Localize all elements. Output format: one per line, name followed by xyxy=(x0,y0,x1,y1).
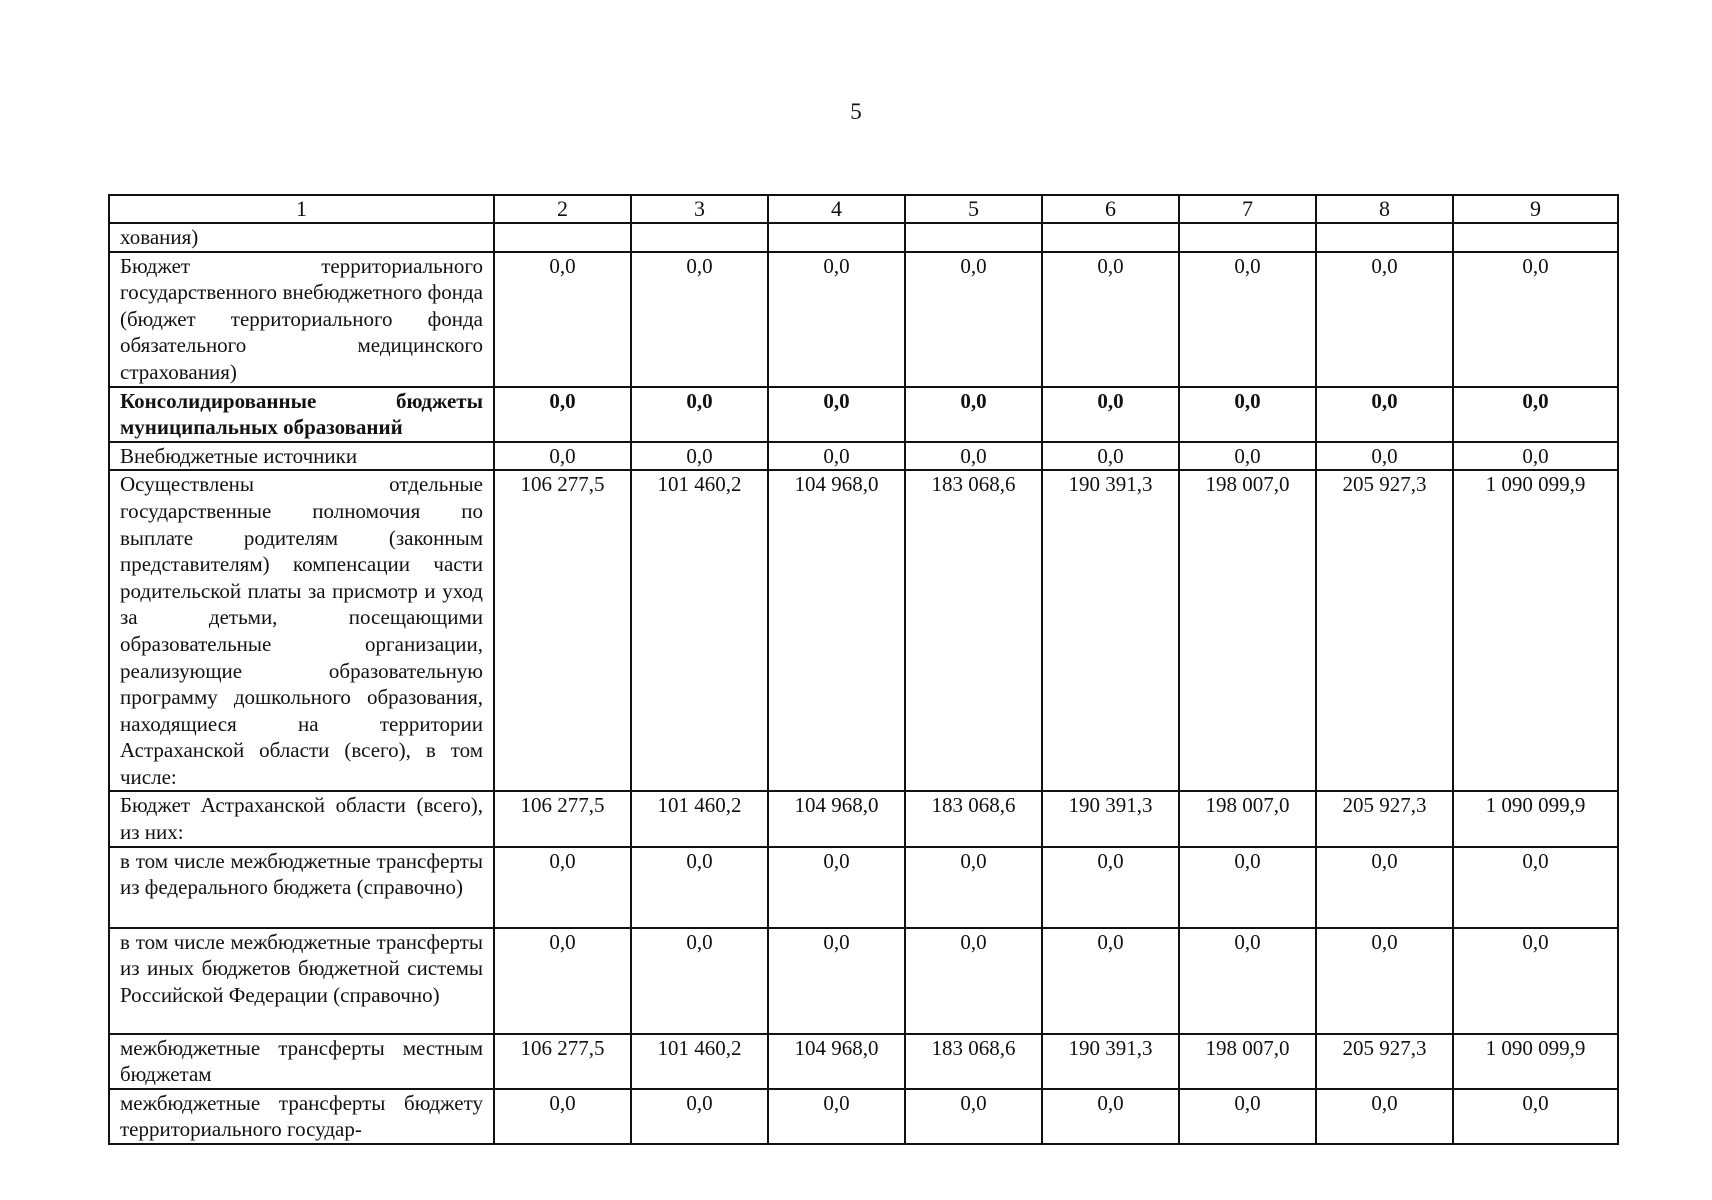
table-cell: 0,0 xyxy=(905,442,1042,471)
table-cell: 0,0 xyxy=(494,847,631,928)
table-cell: 104 968,0 xyxy=(768,791,905,846)
table-cell: 0,0 xyxy=(768,442,905,471)
budget-table xyxy=(108,194,1619,1145)
table-cell: 0,0 xyxy=(1179,1089,1316,1144)
table-cell: 0,0 xyxy=(1453,847,1618,928)
row-label: Консолидированные бюджеты муниципальных образований xyxy=(109,387,494,442)
table-cell xyxy=(1179,223,1316,252)
table-cell: 106 277,5 xyxy=(494,791,631,846)
row-label: Осуществлены отдельные государственные полномочия по выплате родителям (законным представителям) компенсации части родительской платы за присмотр и уход за детьми, посещающими образовательные организации, реализующие образовательную программу дошкольного образования, находящиеся на территории Астраханской области (всего), в том числе: xyxy=(109,470,494,791)
table-cell: 0,0 xyxy=(631,847,768,928)
table-cell xyxy=(1453,223,1618,252)
table-cell: 0,0 xyxy=(1179,928,1316,1034)
table-cell: 0,0 xyxy=(768,847,905,928)
table-cell: 0,0 xyxy=(1316,928,1453,1034)
table-row xyxy=(109,1034,1618,1089)
table-cell: 0,0 xyxy=(768,1089,905,1144)
table-cell xyxy=(631,223,768,252)
table-cell: 0,0 xyxy=(1042,252,1179,387)
table-cell: 0,0 xyxy=(1042,928,1179,1034)
table-cell: 0,0 xyxy=(905,928,1042,1034)
table-cell xyxy=(494,223,631,252)
table-cell: 0,0 xyxy=(1453,252,1618,387)
table-cell: 183 068,6 xyxy=(905,1034,1042,1089)
table-cell: 0,0 xyxy=(1453,928,1618,1034)
table-cell: 101 460,2 xyxy=(631,1034,768,1089)
table-cell: 0,0 xyxy=(1042,442,1179,471)
table-cell: 0,0 xyxy=(768,252,905,387)
table-cell: 1 090 099,9 xyxy=(1453,470,1618,791)
table-cell xyxy=(905,223,1042,252)
table-row xyxy=(109,928,1618,1034)
table-row xyxy=(109,470,1618,791)
table-cell: 0,0 xyxy=(1179,442,1316,471)
table-row xyxy=(109,252,1618,387)
table-cell: 0,0 xyxy=(1453,1089,1618,1144)
column-header: 8 xyxy=(1316,195,1453,223)
table-cell xyxy=(768,223,905,252)
table-cell: 0,0 xyxy=(1179,387,1316,442)
table-cell: 0,0 xyxy=(768,928,905,1034)
table-cell: 183 068,6 xyxy=(905,791,1042,846)
table-cell: 104 968,0 xyxy=(768,470,905,791)
row-label: в том числе межбюджетные трансферты из федерального бюджета (справочно) xyxy=(109,847,494,928)
table-cell: 0,0 xyxy=(494,1089,631,1144)
table-cell: 0,0 xyxy=(1042,847,1179,928)
table-cell: 0,0 xyxy=(494,442,631,471)
table-row xyxy=(109,223,1618,252)
table-cell: 0,0 xyxy=(905,252,1042,387)
table-row xyxy=(109,387,1618,442)
table-cell: 0,0 xyxy=(631,387,768,442)
table-cell: 0,0 xyxy=(905,387,1042,442)
table-cell: 0,0 xyxy=(905,1089,1042,1144)
row-label: хования) xyxy=(109,223,494,252)
table-cell: 205 927,3 xyxy=(1316,1034,1453,1089)
table-cell: 0,0 xyxy=(1316,252,1453,387)
table-cell: 190 391,3 xyxy=(1042,791,1179,846)
table-cell: 0,0 xyxy=(768,387,905,442)
row-label: Бюджет территориального государственного внебюджетного фонда (бюджет территориального фонда обязательного медицинского страхования) xyxy=(109,252,494,387)
table-header-row xyxy=(109,195,1618,223)
table-cell: 0,0 xyxy=(1316,387,1453,442)
row-label: межбюджетные трансферты местным бюджетам xyxy=(109,1034,494,1089)
table-cell: 0,0 xyxy=(1042,1089,1179,1144)
table-cell: 0,0 xyxy=(631,1089,768,1144)
row-label: Внебюджетные источники xyxy=(109,442,494,471)
column-header: 2 xyxy=(494,195,631,223)
table-cell: 198 007,0 xyxy=(1179,791,1316,846)
table-cell: 0,0 xyxy=(494,252,631,387)
table-cell: 0,0 xyxy=(905,847,1042,928)
table-cell: 205 927,3 xyxy=(1316,791,1453,846)
table-cell: 106 277,5 xyxy=(494,1034,631,1089)
table-cell: 0,0 xyxy=(1453,442,1618,471)
table-cell: 0,0 xyxy=(1316,1089,1453,1144)
table-row xyxy=(109,442,1618,471)
table-cell: 190 391,3 xyxy=(1042,470,1179,791)
table-cell: 190 391,3 xyxy=(1042,1034,1179,1089)
column-header: 7 xyxy=(1179,195,1316,223)
table-cell: 0,0 xyxy=(1316,442,1453,471)
column-header: 5 xyxy=(905,195,1042,223)
table-cell xyxy=(1042,223,1179,252)
table-cell xyxy=(1316,223,1453,252)
column-header: 4 xyxy=(768,195,905,223)
table-body xyxy=(109,195,1618,1144)
table-row xyxy=(109,791,1618,846)
table-cell: 101 460,2 xyxy=(631,470,768,791)
table-cell: 0,0 xyxy=(494,928,631,1034)
table-cell: 106 277,5 xyxy=(494,470,631,791)
column-header: 6 xyxy=(1042,195,1179,223)
column-header: 9 xyxy=(1453,195,1618,223)
table-cell: 0,0 xyxy=(1453,387,1618,442)
row-label: Бюджет Астраханской области (всего), из них: xyxy=(109,791,494,846)
table-cell: 0,0 xyxy=(494,387,631,442)
row-label: межбюджетные трансферты бюджету территориального государ- xyxy=(109,1089,494,1144)
table-cell: 0,0 xyxy=(1042,387,1179,442)
table-row xyxy=(109,1089,1618,1144)
column-header: 3 xyxy=(631,195,768,223)
table-cell: 104 968,0 xyxy=(768,1034,905,1089)
table-cell: 205 927,3 xyxy=(1316,470,1453,791)
table-cell: 0,0 xyxy=(631,252,768,387)
table-cell: 101 460,2 xyxy=(631,791,768,846)
table-cell: 0,0 xyxy=(1316,847,1453,928)
table-cell: 0,0 xyxy=(1179,252,1316,387)
table-row xyxy=(109,847,1618,928)
table-cell: 198 007,0 xyxy=(1179,470,1316,791)
table-cell: 1 090 099,9 xyxy=(1453,791,1618,846)
table-cell: 0,0 xyxy=(631,442,768,471)
table-cell: 0,0 xyxy=(631,928,768,1034)
table-cell: 0,0 xyxy=(1179,847,1316,928)
table-cell: 183 068,6 xyxy=(905,470,1042,791)
page-number: 5 xyxy=(850,99,862,124)
table-cell: 1 090 099,9 xyxy=(1453,1034,1618,1089)
row-label: в том числе межбюджетные трансферты из иных бюджетов бюджетной системы Российской Федерации (справочно) xyxy=(109,928,494,1034)
column-header: 1 xyxy=(109,195,494,223)
table-cell: 198 007,0 xyxy=(1179,1034,1316,1089)
